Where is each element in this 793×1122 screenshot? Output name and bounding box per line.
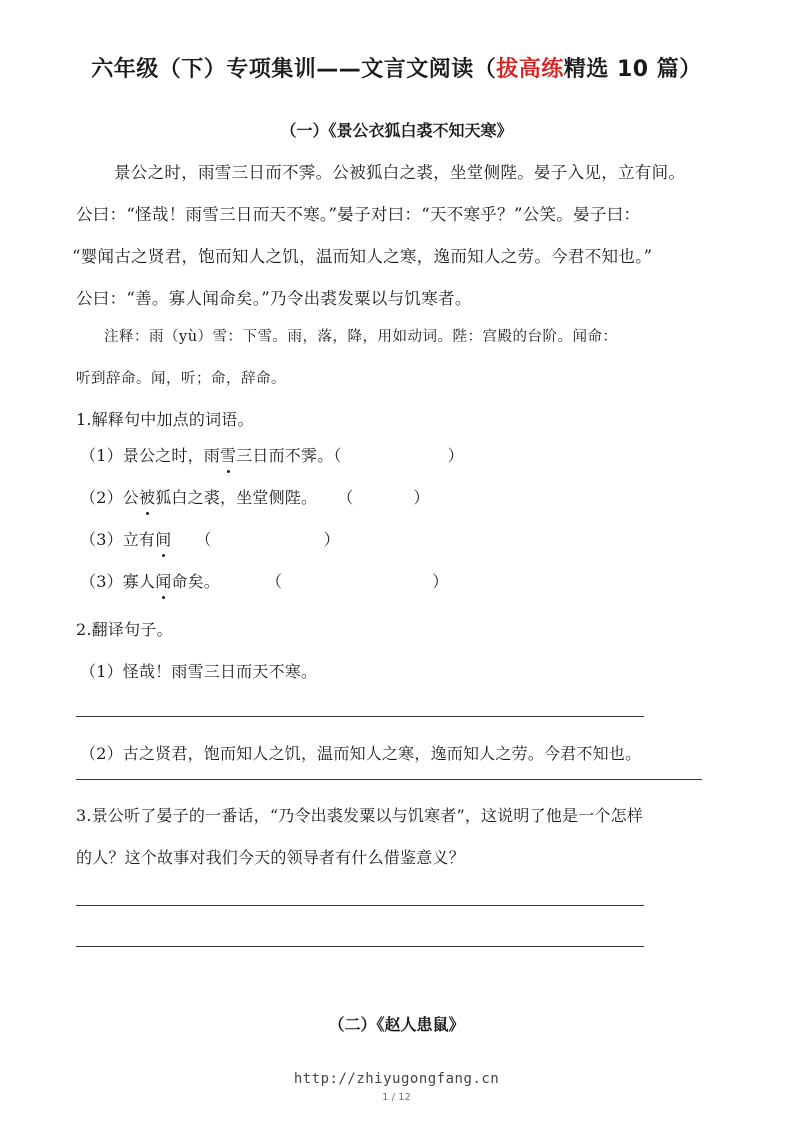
dotted-word: 间 <box>155 527 171 550</box>
q2-item-2: （2）古之贤君，饱而知人之饥，温而知人之寒，逸而知人之劳。今君不知也。 <box>80 744 642 763</box>
passage-line-2: 公曰：“怪哉！雨雪三日而天不寒。”晏子对曰：“天不寒乎？”公笑。晏子曰： <box>76 205 641 224</box>
answer-line[interactable] <box>76 946 644 947</box>
title-prefix: 六年级（下）专项集训——文言文阅读（ <box>91 57 497 82</box>
page-number: 1 / 12 <box>382 1092 411 1102</box>
q1-item-4: （3）寡人闻命矣。 （ ） <box>80 569 448 592</box>
q1-item-3: （3）立有间 （ ） <box>80 527 340 550</box>
title-suffix: 精选 10 篇） <box>563 57 702 82</box>
q1-item-2: （2）公被狐白之裘，坐堂侧陛。 （ ） <box>80 485 430 508</box>
passage-line-3: “婴闻古之贤君，饱而知人之饥，温而知人之寒，逸而知人之劳。今君不知也。” <box>72 247 653 266</box>
question-1-stem: 1.解释句中加点的词语。 <box>76 410 254 429</box>
notes-line-2: 听到辞命。闻，听；命，辞命。 <box>76 371 286 387</box>
passage-line-4: 公曰：“善。寡人闻命矣。”乃令出裘发粟以与饥寒者。 <box>76 289 472 308</box>
section2-title: （二）《赵人患鼠》 <box>328 1015 465 1034</box>
q2-item-1: （1）怪哉！雨雪三日而天不寒。 <box>80 662 318 681</box>
section1-title: （一）《景公衣狐白裘不知天寒》 <box>280 121 513 140</box>
q1-item-1: （1）景公之时，雨雪三日而不霁。（ ） <box>80 443 464 466</box>
document-title <box>0 52 793 83</box>
passage-line-1: 景公之时，雨雪三日而不霁。公被狐白之裘，坐堂侧陛。晏子入见，立有间。 <box>114 163 686 182</box>
question-2-stem: 2.翻译句子。 <box>76 620 173 639</box>
answer-line[interactable] <box>76 905 644 906</box>
dotted-word: 雪 <box>220 443 236 466</box>
answer-line[interactable] <box>76 716 644 717</box>
question-3-line-2: 的人？这个故事对我们今天的领导者有什么借鉴意义？ <box>76 848 465 867</box>
answer-line[interactable] <box>76 779 702 780</box>
dotted-word: 被 <box>139 485 155 508</box>
title-highlight: 拔高练 <box>496 57 564 82</box>
footer-url: http://zhiyugongfang.cn <box>293 1071 500 1087</box>
dotted-word: 闻 <box>155 569 171 592</box>
notes-line-1: 注释：雨（yù）雪：下雪。雨，落，降，用如动词。陛：宫殿的台阶。闻命： <box>104 329 618 345</box>
question-3-line-1: 3.景公听了晏子的一番话，“乃令出裘发粟以与饥寒者”，这说明了他是一个怎样 <box>76 806 644 825</box>
